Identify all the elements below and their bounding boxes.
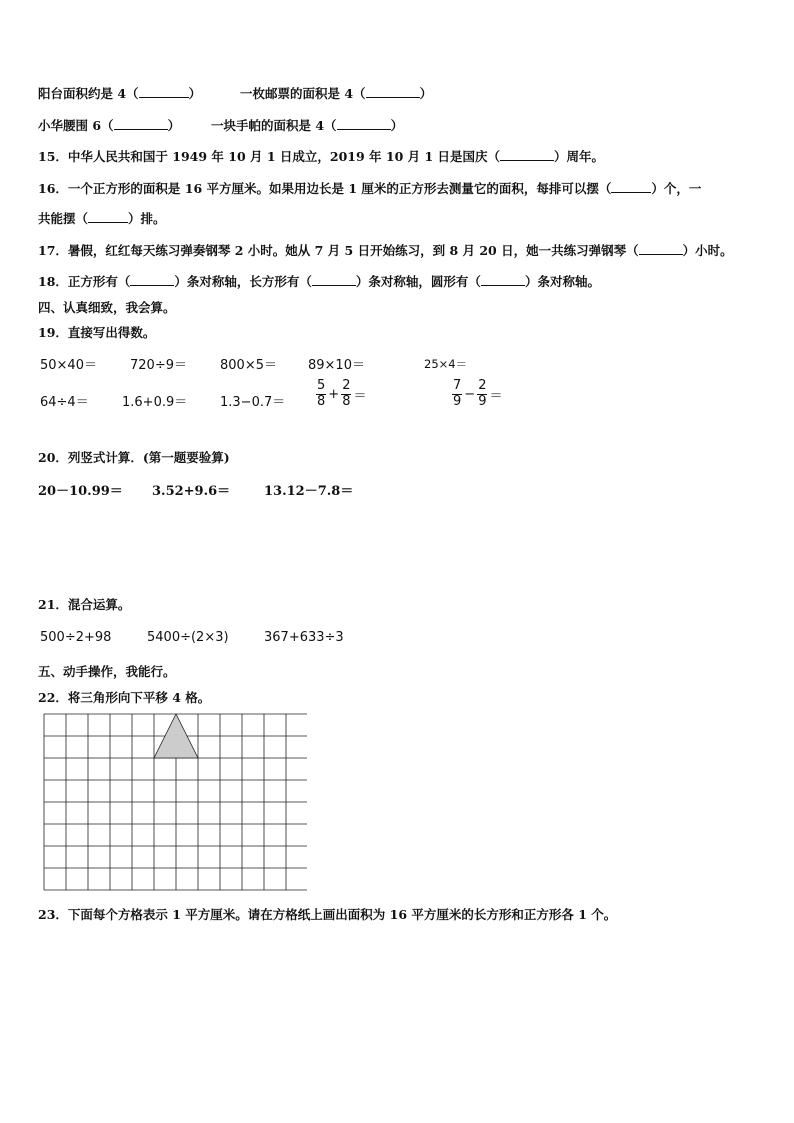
fraction-addition-item: $\frac{5}{8}$ + $\frac{2}{8}$ ＝ xyxy=(317,378,367,409)
answer-blank[interactable] xyxy=(481,275,525,286)
answer-blank[interactable] xyxy=(88,212,128,223)
answer-blank[interactable] xyxy=(500,150,554,161)
answer-blank[interactable] xyxy=(139,87,189,98)
handkerchief-area-question: 一块手帕的面积是 4（ ） xyxy=(211,118,404,133)
mixed-calc-item: 5400÷(2×3) xyxy=(147,630,229,645)
oral-calc-item: 800×5＝ xyxy=(220,358,277,373)
answer-blank[interactable] xyxy=(312,275,356,286)
answer-blank[interactable] xyxy=(611,182,651,193)
vertical-calc-item: 20－10.99＝ xyxy=(38,484,123,499)
balcony-area-question: 阳台面积约是 4（ ） xyxy=(38,86,202,101)
vertical-calc-item: 13.12－7.8＝ xyxy=(264,484,354,499)
answer-blank[interactable] xyxy=(114,119,168,130)
oral-calc-item: 50×40＝ xyxy=(40,358,97,373)
fraction-subtraction-item: $\frac{7}{9}$ − $\frac{2}{9}$ ＝ xyxy=(453,378,503,409)
answer-blank[interactable] xyxy=(130,275,174,286)
oral-calc-item: 89×10＝ xyxy=(308,358,365,373)
question-17: 17．暑假，红红每天练习弹奏钢琴 2 小时。她从 7 月 5 日开始练习，到 8 月 20 日，她一共练习弹钢琴（ ）小时。 xyxy=(38,243,733,258)
answer-blank[interactable] xyxy=(366,87,420,98)
mixed-calc-item: 367+633÷3 xyxy=(264,630,344,645)
oral-calc-item: 64÷4＝ xyxy=(40,395,89,410)
fraction: $\frac{5}{8}$ xyxy=(317,378,326,409)
handkerchief-area-text: 一块手帕的面积是 4（ xyxy=(211,118,337,133)
oral-calc-item: 720÷9＝ xyxy=(130,358,187,373)
answer-blank[interactable] xyxy=(337,119,391,130)
section-4-heading: 四、认真细致，我会算。 xyxy=(38,300,176,315)
mixed-calc-item: 500÷2+98 xyxy=(40,630,112,645)
vertical-calc-item: 3.52+9.6＝ xyxy=(152,484,231,499)
oral-calc-item: 25×4＝ xyxy=(424,357,468,371)
balcony-area-text: 阳台面积约是 4（ xyxy=(38,86,139,101)
square-grid-paper[interactable] xyxy=(43,713,307,898)
oral-calc-item: 1.3−0.7＝ xyxy=(220,395,286,410)
answer-blank[interactable] xyxy=(639,244,683,255)
fraction: $\frac{2}{9}$ xyxy=(478,378,487,409)
fraction: $\frac{7}{9}$ xyxy=(453,378,462,409)
question-20-title: 20．列竖式计算．(第一题要验算) xyxy=(38,450,230,465)
question-21-title: 21．混合运算。 xyxy=(38,597,131,612)
oral-calc-item: 1.6+0.9＝ xyxy=(122,395,188,410)
waist-question: 小华腰围 6（ ） xyxy=(38,118,181,133)
waist-text: 小华腰围 6（ xyxy=(38,118,114,133)
question-15: 15．中华人民共和国于 1949 年 10 月 1 日成立，2019 年 10 月 1 日是国庆（ ）周年。 xyxy=(38,149,605,164)
question-19-title: 19．直接写出得数。 xyxy=(38,325,156,340)
fraction: $\frac{2}{8}$ xyxy=(342,378,351,409)
question-23-title: 23．下面每个方格表示 1 平方厘米。请在方格纸上画出面积为 16 平方厘米的长方形和正方形各 1 个。 xyxy=(38,907,617,922)
grid-svg[interactable] xyxy=(43,713,307,895)
stamp-area-text: 一枚邮票的面积是 4（ xyxy=(240,86,366,101)
question-16-line2: 共能摆（ ）排。 xyxy=(38,211,166,226)
question-16-line1: 16．一个正方形的面积是 16 平方厘米。如果用边长是 1 厘米的正方形去测量它的面积，每排可以摆（ ）个，一 xyxy=(38,181,702,196)
stamp-area-question: 一枚邮票的面积是 4（ ） xyxy=(240,86,433,101)
question-18: 18．正方形有（ ）条对称轴，长方形有（ ）条对称轴，圆形有（ ）条对称轴。 xyxy=(38,274,600,289)
section-5-heading: 五、动手操作，我能行。 xyxy=(38,664,176,679)
question-22-title: 22．将三角形向下平移 4 格。 xyxy=(38,690,211,705)
